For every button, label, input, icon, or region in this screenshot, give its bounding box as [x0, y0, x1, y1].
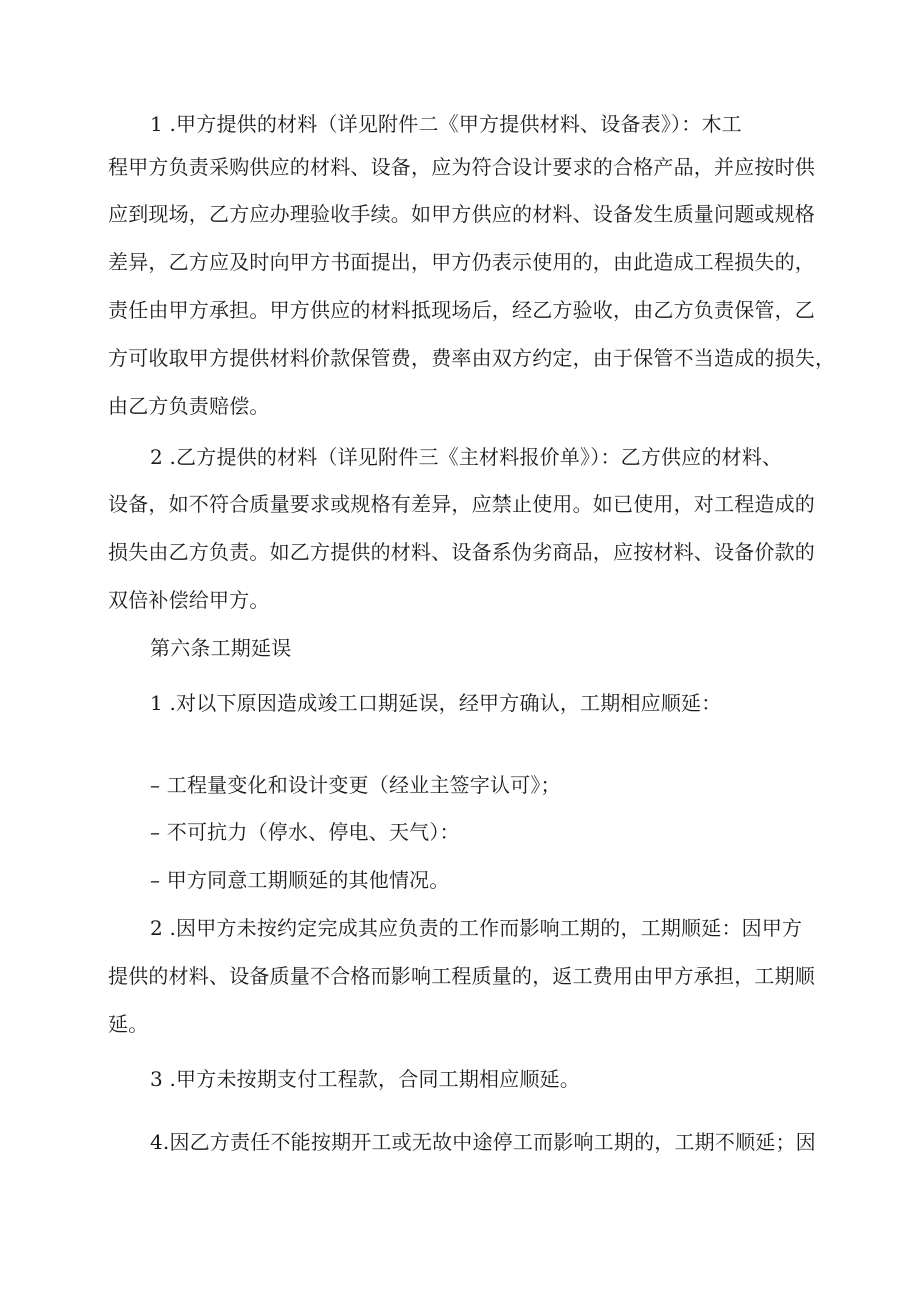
item-1-line-5: 责任由甲方承担。甲方供应的材料抵现场后，经乙方验收，由乙方负责保管，乙 — [108, 298, 815, 322]
bullet-item-1: – 工程量变化和设计变更（经业主签字认可》； — [150, 773, 561, 797]
bullet-item-2: – 不可抗力（停水、停电、天气）： — [150, 820, 460, 844]
item-2-line-4: 双倍补偿给甲方。 — [108, 588, 270, 612]
section-heading: 第六条工期延误 — [150, 636, 292, 660]
item-1-line-7: 由乙方负责赔偿。 — [108, 394, 270, 418]
bullet-item-3: – 甲方同意工期顺延的其他情况。 — [150, 868, 450, 892]
item-1-line-6: 方可收取甲方提供材料价款保管费，费率由双方约定，由于保管不当造成的损失， — [108, 346, 836, 370]
item-2-line-1: 2 .乙方提供的材料（详见附件三《主材料报价单》）：乙方供应的材料、 — [150, 445, 783, 469]
item-1-line-2: 程甲方负责采购供应的材料、设备，应为符合设计要求的合格产品，并应按时供 — [108, 155, 815, 179]
item-2-line-2: 设备，如不符合质量要求或规格有差异，应禁止使用。如已使用，对工程造成的 — [108, 492, 815, 516]
item-2-line-3: 损失由乙方负责。如乙方提供的材料、设备系伪劣商品，应按材料、设备价款的 — [108, 540, 815, 564]
item-1-line-1: 1 .甲方提供的材料（详见附件二《甲方提供材料、设备表》）：木工 — [150, 112, 742, 136]
delay-item-1: 1 .对以下原因造成竣工口期延误，经甲方确认，工期相应顺延： — [150, 691, 722, 715]
delay-item-3: 3 .甲方未按期支付工程款，合同工期相应顺延。 — [150, 1067, 581, 1091]
delay-item-2-line-2: 提供的材料、设备质量不合格而影响工程质量的，返工费用由甲方承担，工期顺 — [108, 964, 815, 988]
delay-item-2-line-3: 延。 — [108, 1012, 149, 1036]
delay-item-2-line-1: 2 .因甲方未按约定完成其应负责的工作而影响工期的，工期顺延：因甲方 — [150, 916, 803, 940]
item-1-line-4: 差异，乙方应及时向甲方书面提出，甲方仍表示使用的，由此造成工程损失的， — [108, 250, 815, 274]
delay-item-4: 4.因乙方责任不能按期开工或无故中途停工而影响工期的，工期不顺延；因 — [150, 1130, 816, 1154]
item-1-line-3: 应到现场，乙方应办理验收手续。如甲方供应的材料、设备发生质量问题或规格 — [108, 202, 815, 226]
